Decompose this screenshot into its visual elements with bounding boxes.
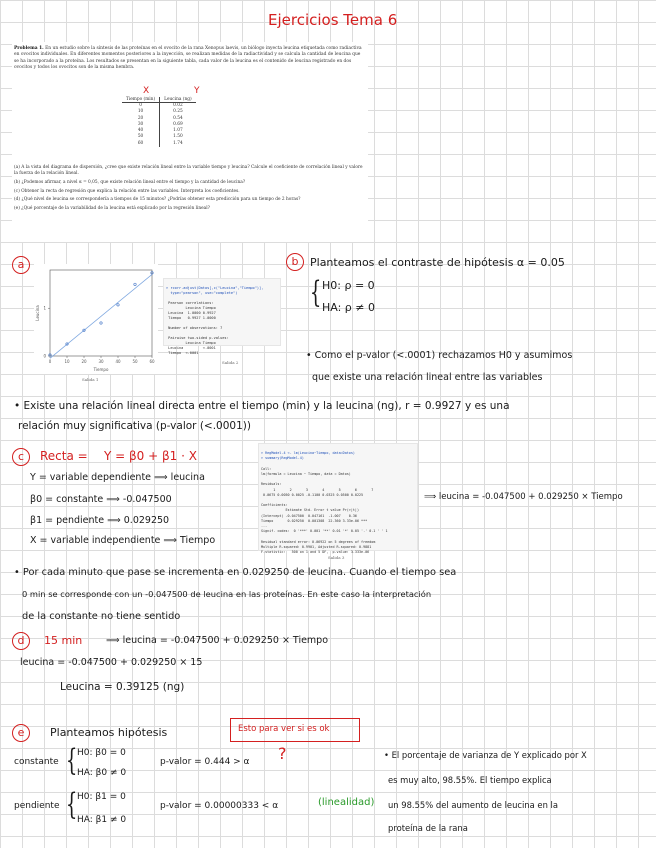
section-a-marker: a [12, 256, 30, 274]
console-caption: Salida 3 [328, 555, 345, 560]
console-line: Residual standard error: 0.06922 on 5 degrees of freedom [261, 539, 376, 544]
table-cell: 50 [122, 134, 160, 140]
console-line: Pearson correlations: [166, 301, 214, 305]
prediction-line: Leucina = 0.39125 (ng) [60, 681, 185, 693]
c-interpretation-line: de la constante no tiene sentido [22, 611, 181, 622]
console-line: 1 2 3 4 5 6 7 [261, 487, 374, 492]
y-mark: Y [194, 86, 200, 96]
x-tick-label: 50 [132, 359, 138, 364]
slope-label: pendiente [14, 801, 60, 811]
def-line: β0 = constante ⟹ -0.047500 [30, 494, 172, 505]
table-row [122, 103, 196, 110]
h0-line: H0: ρ = 0 [322, 279, 375, 292]
console-line: 0.0675 0.0050 0.0025 -0.1100 0.0325 0.0500 0.0225 [261, 492, 364, 497]
regression-heading-formula: Y = β0 + β1 · X [104, 449, 197, 463]
section-e-marker: e [12, 724, 30, 742]
e-conclusion-line: un 98.55% del aumento de leucina en la [388, 800, 558, 810]
e-heading: Planteamos hipótesis [50, 726, 168, 739]
prediction-line: ⟹ leucina = -0.047500 + 0.029250 × Tiempo [106, 635, 329, 646]
table-cell: 0 [122, 103, 160, 110]
page-title: Ejercicios Tema 6 [268, 11, 398, 29]
ha-line: HA: ρ ≠ 0 [322, 301, 375, 314]
slope-h0: H0: β1 = 0 [77, 792, 126, 802]
question-item: (d) ¿Qué nivel de leucina se correspondería a tiempos de 15 minutos? ¿Podrías obtener esta predicción para un tiempo de 2 horas? [14, 197, 301, 203]
table-cell: 1.74 [173, 140, 183, 146]
console-caption: Salida 2 [222, 360, 239, 365]
console-line: lm(formula = Leucina ~ Tiempo, data = Datos) [261, 472, 351, 477]
constant-ha: HA: β0 ≠ 0 [77, 768, 127, 778]
table-header: Leucina (ng) [160, 97, 196, 103]
table-cell: 10 [122, 109, 160, 115]
chart-caption: Salida 1 [82, 377, 99, 382]
console-line: > summary(RegModel.4) [261, 456, 304, 461]
c-interpretation-line: • Por cada minuto que pase se incrementa en 0.029250 de leucina. Cuando el tiempo sea [14, 567, 457, 578]
def-line: X = variable independiente ⟹ Tiempo [30, 535, 216, 546]
e-conclusion-line: • El porcentaje de varianza de Y explicado por X [384, 750, 587, 760]
console-line: Residuals: [261, 482, 282, 487]
section-c-marker: c [12, 448, 30, 466]
x-tick-label: 40 [115, 359, 121, 364]
constant-label: constante [14, 757, 59, 767]
x-tick-label: 20 [81, 359, 87, 364]
console-line: Pairwise two-sided p-values: [166, 336, 229, 340]
problem-heading: Problema 1. [14, 46, 44, 51]
def-line: β1 = pendiente ⟹ 0.029250 [30, 515, 170, 526]
data-table-wrap [122, 97, 196, 147]
slope-pvalue: p-valor = 0.00000333 < α [160, 801, 279, 811]
note-box-text: Esto para ver si es ok [238, 724, 330, 734]
console-line: Tiempo <.0001 [166, 351, 199, 355]
console-line: Multiple R-squared: 0.9901, Adjusted R-squared: 0.9881 [261, 544, 372, 549]
c-interpretation-line: 0 min se corresponde con un -0.047500 de leucina en las proteínas. En este caso la interpretación [22, 589, 432, 599]
x-tick-label: 60 [149, 359, 155, 364]
scatter-plot [34, 264, 158, 374]
question-item: (b) ¿Podemos afirmar, a nivel α = 0,05, que existe relación lineal entre el tiempo y la cantidad de leucina? [14, 179, 246, 185]
correlation-output [163, 278, 281, 355]
console-line: F-statistic: 500 on 1 and 5 DF, p-value: 3.333e-06 [261, 550, 370, 555]
console-line: Leucina <.0001 [166, 346, 216, 350]
console-line: Tiempo 0.029250 0.001308 22.360 3.33e-06 *** [261, 518, 368, 523]
def-line: Y = variable dependiente ⟹ leucina [30, 472, 205, 483]
console-line: > RegModel.4 <- lm(Leucina~Tiempo, data=Datos) [261, 451, 355, 456]
console-line: Tiempo 0.9927 1.0000 [166, 316, 216, 320]
console-line: Leucina Tiempo [166, 341, 216, 345]
e-conclusion-line: proteína de la rana [388, 823, 468, 833]
y-tick-label: 1 [43, 305, 46, 311]
problem-text: En un estudio sobre la síntesis de las proteínas en el ovocito de la rana Xenopus laevis, un biólogo inyecta leucina etiquetada como radiactiva en ovocitos individuales. En diferentes momentos posteriores a la inyección, se realizan medidas de la radiactividad y se calcula la cantidad de leucina que se ha incorporado a la proteína. Los resultados se presentan en la siguiente tabla, cada valor de la leucina es el contenido de leucina registrado en dos ovocitos y todos los ovocitos son de la misma hembra. [14, 46, 362, 71]
table-cell: 30 [122, 122, 160, 128]
x-tick-label: 0 [48, 359, 52, 364]
y-tick-label: 0 [43, 353, 46, 359]
data-table [122, 97, 196, 147]
console-line: > rcorr.adjust(Datos[,c("Leucina","Tiempo")], [166, 286, 264, 290]
problem-statement [14, 46, 364, 72]
console-line: Leucina Tiempo [166, 306, 216, 310]
constant-brace: { [65, 743, 78, 778]
console-line: Coefficients: [261, 503, 288, 508]
y-axis-label: Leucina [35, 305, 40, 321]
hypothesis-brace: { [309, 275, 322, 310]
prediction-line: leucina = -0.047500 + 0.029250 × 15 [20, 657, 203, 668]
table-cell: 0.25 [173, 109, 183, 115]
b-conclusion-line: • Como el p-valor (<.0001) rechazamos H0 y asumimos [306, 350, 573, 361]
question-item: (a) A la vista del diagrama de dispersión, ¿cree que existe relación lineal entre la variable tiempo y leucina? Calcule el coeficiente de correlación lineal y valore la fuerza de la relación lineal. [14, 165, 363, 177]
console-line: Leucina 1.0000 0.9927 [166, 311, 216, 315]
console-line: (Intercept) -0.047500 0.047161 -1.007 0.36 [261, 513, 357, 518]
hypothesis-heading: Planteamos el contraste de hipótesis α = 0.05 [310, 256, 565, 269]
x-tick-label: 10 [64, 359, 70, 364]
prediction-time: 15 min [44, 634, 83, 647]
b-conclusion-line: que existe una relación lineal entre las variables [312, 372, 543, 383]
constant-h0: H0: β0 = 0 [77, 748, 126, 758]
table-row [122, 141, 196, 147]
table-cell: 60 [122, 141, 160, 147]
question-item: (e) ¿Qué porcentaje de la variabilidad de la leucina está explicado por la regresión lineal? [14, 206, 210, 212]
question-list [14, 165, 364, 215]
x-tick-label: 30 [98, 359, 104, 364]
section-d-marker: d [12, 632, 30, 650]
table-cell: 0.54 [173, 115, 183, 121]
constant-pvalue: p-valor = 0.444 > α [160, 757, 250, 767]
x-axis-label: Tiempo [93, 367, 109, 372]
console-line: Signif. codes: 0 '***' 0.001 '**' 0.01 '*' 0.05 '.' 0.1 ' ' 1 [261, 529, 388, 534]
slope-brace: { [65, 787, 78, 822]
table-cell: 1.50 [173, 134, 183, 140]
console-line: Number of observations: 7 [166, 326, 223, 330]
question-item: (c) Obtener la recta de regresión que explica la relación entre las variables. Interpreta los coeficientes. [14, 188, 240, 194]
regression-result: ⟹ leucina = -0.047500 + 0.029250 × Tiempo [424, 492, 623, 502]
a-conclusion-line: relación muy significativa (p-valor (<.0001)) [18, 420, 251, 432]
table-header: Tiempo (min) [122, 97, 160, 103]
console-line: type="pearson", use="complete") [166, 291, 238, 295]
linearity-note: (linealidad) [318, 797, 375, 808]
section-b-marker: b [286, 253, 304, 271]
table-cell: 40 [122, 128, 160, 134]
e-conclusion-line: es muy alto, 98.55%. El tiempo explica [388, 775, 552, 785]
console-line: Call: [261, 466, 272, 471]
table-cell: 0.02 [173, 103, 183, 108]
a-conclusion-line: • Existe una relación lineal directa entre el tiempo (min) y la leucina (ng), r = 0.9927 y es una [14, 400, 510, 412]
console-line: Estimate Std. Error t value Pr(>|t|) [261, 508, 359, 513]
slope-ha: HA: β1 ≠ 0 [77, 815, 127, 825]
x-mark: X [143, 86, 150, 96]
regression-output [258, 443, 418, 555]
table-cell: 1.07 [173, 128, 183, 134]
console-line: --- [261, 524, 268, 529]
table-cell: 0.69 [173, 121, 183, 127]
question-mark: ? [278, 744, 287, 763]
table-cell: 20 [122, 116, 160, 122]
plot-frame [50, 270, 152, 356]
regression-heading-label: Recta = [40, 449, 88, 463]
